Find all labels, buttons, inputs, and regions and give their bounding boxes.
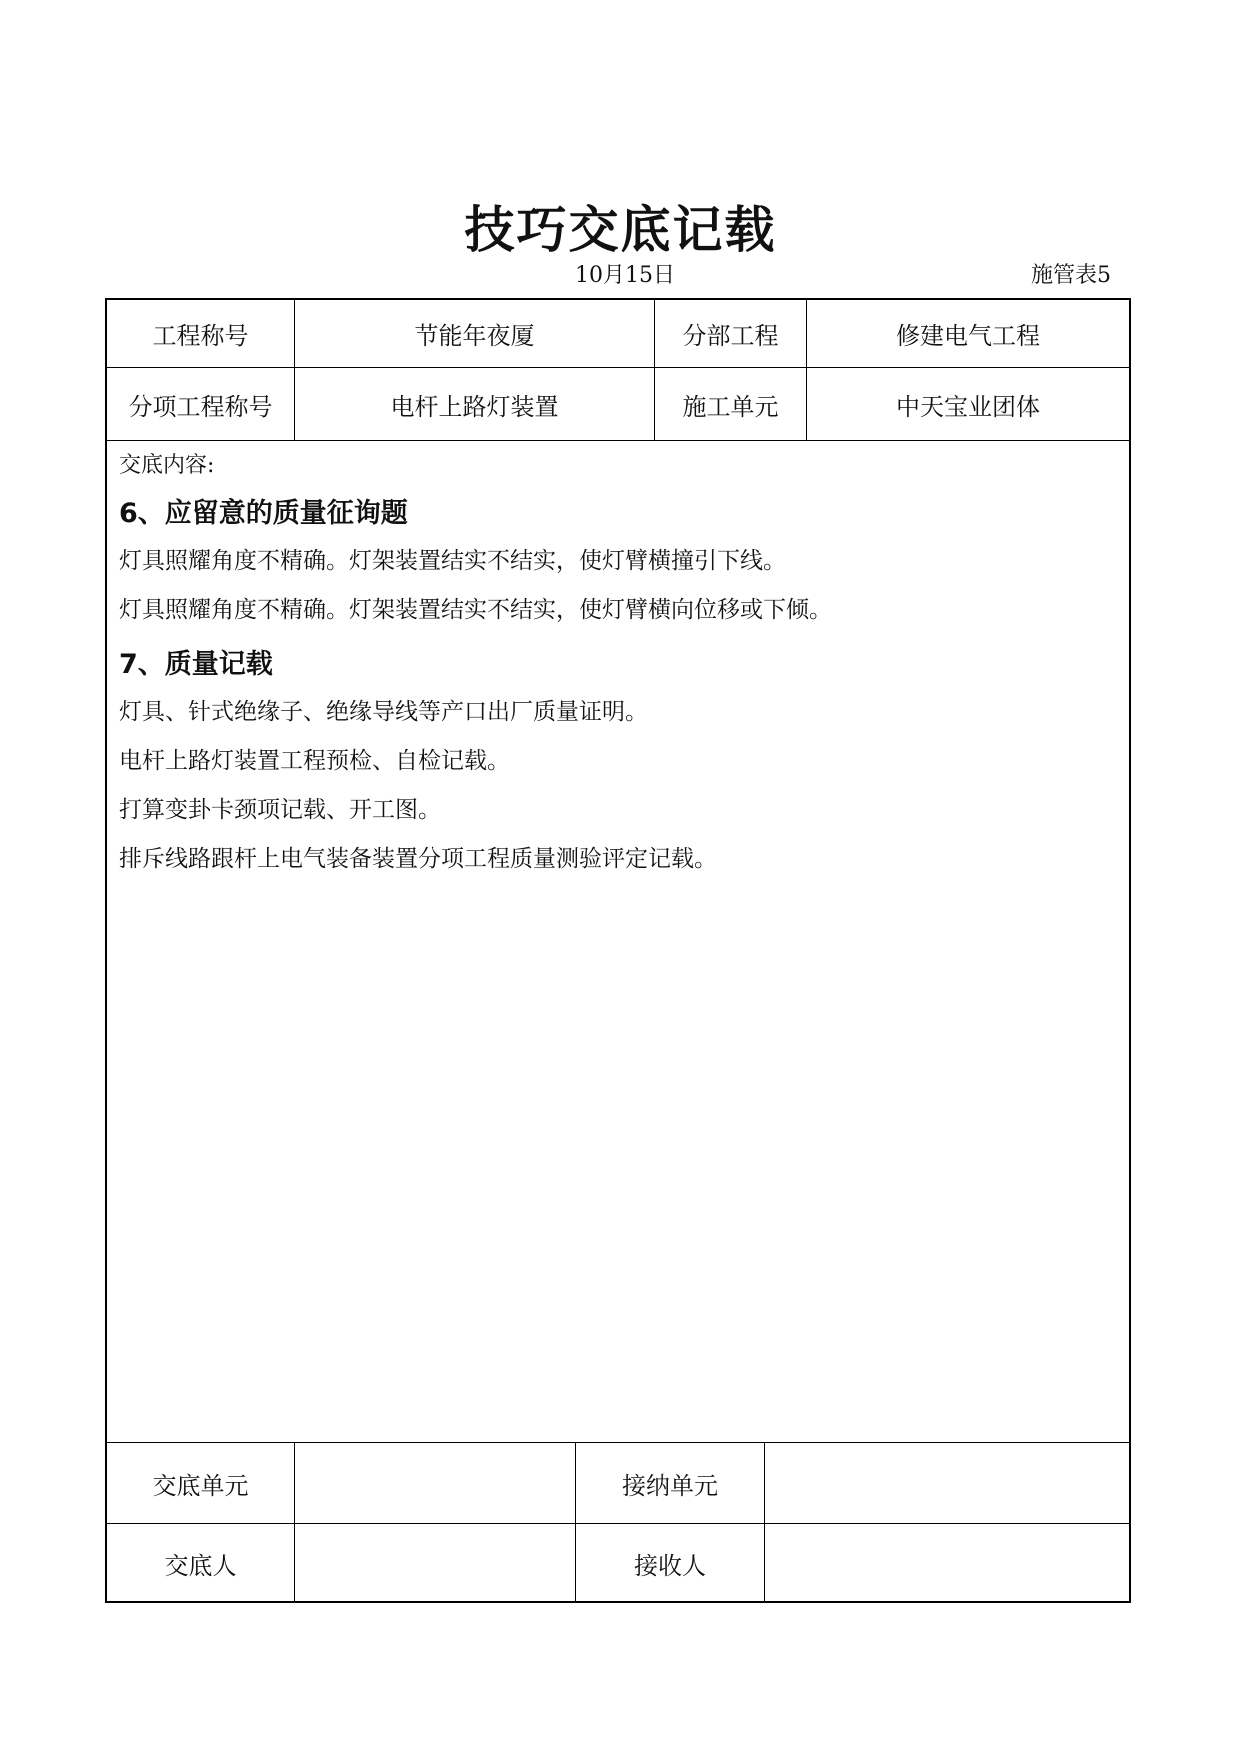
form-number: 施管表5	[1031, 263, 1111, 288]
receiver-label: 接收人	[634, 1551, 706, 1580]
receiver-field[interactable]	[765, 1524, 1129, 1602]
date: 10月15日	[575, 263, 675, 288]
content-line: 灯具、针式绝缘子、绝缘导线等产口出厂质量证明。	[119, 699, 648, 725]
content-line: 灯具照耀角度不精确。灯架装置结实不结实，使灯臂横向位移或下倾。	[119, 597, 832, 623]
handover-person-field[interactable]	[295, 1524, 575, 1602]
content-line: 打算变卦卡颈项记载、开工图。	[119, 797, 441, 823]
content-line: 电杆上路灯装置工程预检、自检记载。	[119, 748, 510, 774]
handover-person-label: 交底人	[164, 1551, 237, 1580]
construction-unit-value: 中天宝业团体	[896, 392, 1040, 421]
handover-unit-field[interactable]	[295, 1443, 575, 1523]
division-value: 修建电气工程	[896, 322, 1040, 350]
content-line: 灯具照耀角度不精确。灯架装置结实不结实，使灯臂横撞引下线。	[119, 548, 786, 574]
handover-content	[119, 448, 1117, 891]
receiving-unit-field[interactable]	[765, 1443, 1129, 1523]
subitem-value: 电杆上路灯装置	[390, 392, 559, 421]
content-label: 交底内容:	[119, 453, 215, 478]
row-divider	[107, 440, 1129, 441]
subitem-label: 分项工程称号	[128, 392, 273, 421]
handover-unit-label: 交底单元	[152, 1471, 249, 1500]
section-heading: 6、应留意的质量征询题	[119, 498, 408, 529]
section-heading: 7、质量记载	[119, 649, 273, 680]
document-title: 技巧交底记载	[464, 201, 777, 259]
form-table	[105, 298, 1131, 1603]
content-line: 排斥线路跟杆上电气装备装置分项工程质量测验评定记载。	[119, 846, 717, 872]
construction-unit-label: 施工单元	[682, 392, 779, 421]
receiving-unit-label: 接纳单元	[622, 1471, 718, 1500]
division-label: 分部工程	[682, 322, 779, 350]
project-name-value: 节能年夜厦	[414, 322, 535, 350]
project-name-label: 工程称号	[152, 322, 249, 350]
